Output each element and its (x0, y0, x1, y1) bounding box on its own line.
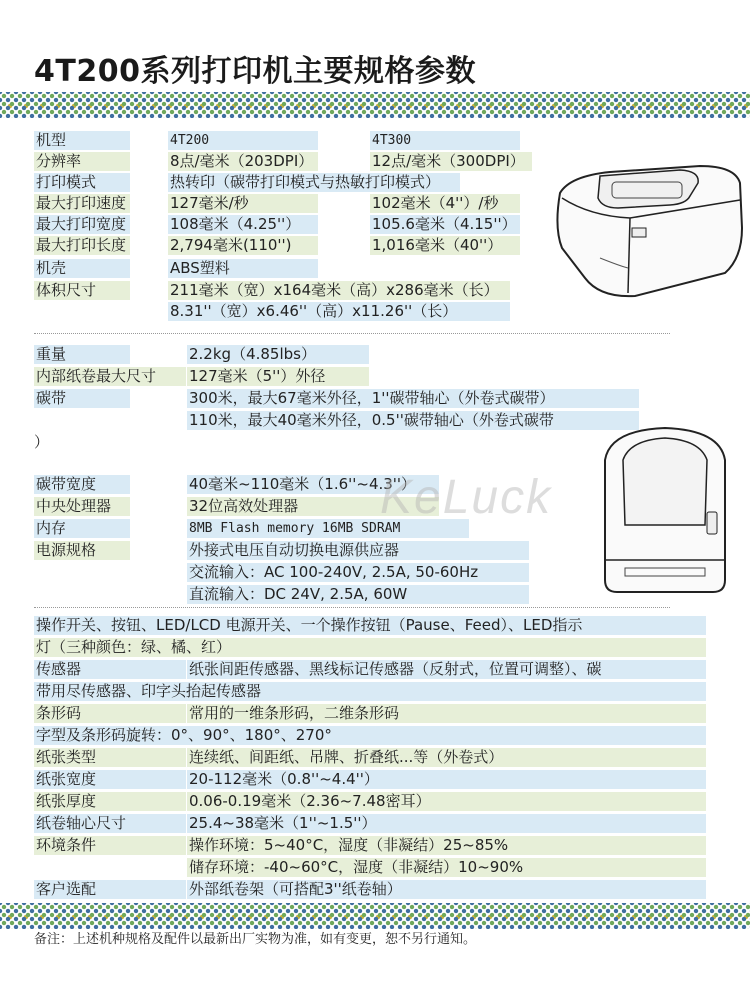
spec-value: ABS塑料 (168, 259, 318, 278)
spec-label: 最大打印速度 (34, 194, 130, 213)
spec-label: 打印模式 (34, 173, 130, 192)
spec-value: 105.6毫米（4.15''） (370, 215, 520, 234)
spec-value: 12点/毫米（300DPI） (370, 152, 532, 171)
spec-value: 热转印（碳带打印模式与热敏打印模式） (168, 173, 460, 192)
printer-front-view-image (595, 420, 735, 600)
spec-value: 300米，最大67毫米外径，1''碳带轴心（外卷式碳带） (187, 389, 639, 408)
spec-value: 纸张间距传感器、黑线标记传感器（反射式，位置可调整）、碳 (187, 660, 706, 679)
spec-row-ops-2 (0, 638, 750, 657)
spec-value: 108毫米（4.25''） (168, 215, 318, 234)
spec-label: 机型 (34, 131, 130, 150)
spec-row-weight (0, 345, 750, 364)
spec-value: 2,794毫米(110'') (168, 236, 318, 255)
spec-value: 直流输入：DC 24V, 2.5A, 60W (187, 585, 529, 604)
spec-row-paper-type (0, 748, 750, 767)
spec-label: 内部纸卷最大尺寸 (34, 367, 186, 386)
spec-label: 纸张宽度 (34, 770, 186, 789)
section-divider (34, 607, 670, 608)
spec-label: 重量 (34, 345, 130, 364)
spec-value: 连续纸、间距纸、吊牌、折叠纸...等（外卷式） (187, 748, 706, 767)
spec-value: 32位高效处理器 (187, 497, 439, 516)
spec-value: 操作环境：5~40°C，湿度（非凝结）25~85% (187, 836, 706, 855)
spec-row-sensor-2 (0, 682, 750, 701)
printer-side-view-image (540, 138, 745, 308)
spec-value: 2.2kg（4.85lbs） (187, 345, 369, 364)
spec-value: 带用尽传感器、印字头抬起传感器 (34, 682, 706, 701)
spec-value: 交流输入：AC 100-240V, 2.5A, 50-60Hz (187, 563, 529, 582)
spec-value: 127毫米/秒 (168, 194, 318, 213)
spec-row-ops (0, 616, 750, 635)
page-title: 4T200系列打印机主要规格参数 (34, 54, 476, 89)
spec-label: 条形码 (34, 704, 186, 723)
spec-row-sensor (0, 660, 750, 679)
spec-value: 常用的一维条形码，二维条形码 (187, 704, 706, 723)
spec-value: 0.06-0.19毫米（2.36~7.48密耳） (187, 792, 706, 811)
spec-value: 4T300 (370, 131, 520, 150)
spec-row-rotation (0, 726, 750, 745)
spec-label: 最大打印长度 (34, 236, 130, 255)
spec-value: 40毫米~110毫米（1.6''~4.3''） (187, 475, 439, 494)
spec-value: 20-112毫米（0.8''~4.4''） (187, 770, 706, 789)
spec-value: 储存环境：-40~60°C，湿度（非凝结）10~90% (187, 858, 706, 877)
spec-value: 外部纸卷架（可搭配3''纸卷轴） (187, 880, 706, 899)
footnote: 备注：上述机种规格及配件以最新出厂实物为准，如有变更，恕不另行通知。 (34, 932, 477, 947)
spec-label: 环境条件 (34, 836, 186, 855)
spec-value: 8.31''（宽）x6.46''（高）x11.26''（长） (168, 302, 510, 321)
spec-label: 客户选配 (34, 880, 186, 899)
spec-label: 分辨率 (34, 152, 130, 171)
spec-label: 纸卷轴心尺寸 (34, 814, 186, 833)
spec-value: 8点/毫米（203DPI） (168, 152, 318, 171)
spec-label: 体积尺寸 (34, 281, 130, 300)
spec-label: 内存 (34, 519, 130, 538)
spec-value: 127毫米（5''）外径 (187, 367, 369, 386)
section-divider (34, 333, 670, 334)
spec-label: 传感器 (34, 660, 186, 679)
dotted-divider-top (0, 92, 750, 118)
spec-label: 最大打印宽度 (34, 215, 130, 234)
spec-value: 25.4~38毫米（1''~1.5''） (187, 814, 706, 833)
spec-row-roll (0, 367, 750, 386)
spec-value: 211毫米（宽）x164毫米（高）x286毫米（长） (168, 281, 510, 300)
spec-row-options (0, 880, 750, 899)
spec-value: 8MB Flash memory 16MB SDRAM (187, 519, 469, 538)
spec-value: ） (34, 433, 50, 451)
spec-value: 外接式电压自动切换电源供应器 (187, 541, 529, 560)
spec-value: 4T200 (168, 131, 318, 150)
spec-label: 电源规格 (34, 541, 130, 560)
spec-row-ribbon (0, 389, 750, 408)
spec-value: 操作开关、按钮、LED/LCD 电源开关、一个操作按钮（Pause、Feed）、LED指示 (34, 616, 706, 635)
spec-label: 机壳 (34, 259, 130, 278)
spec-row-paper-thickness (0, 792, 750, 811)
spec-label: 纸张类型 (34, 748, 186, 767)
spec-value: 102毫米（4''）/秒 (370, 194, 520, 213)
spec-label: 碳带 (34, 389, 130, 408)
spec-value: 110米，最大40毫米外径，0.5''碳带轴心（外卷式碳带 (187, 411, 639, 430)
spec-value: 1,016毫米（40''） (370, 236, 520, 255)
dotted-divider-bottom (0, 903, 750, 929)
spec-row-environment-2 (0, 858, 750, 877)
spec-label: 碳带宽度 (34, 475, 130, 494)
spec-row-environment (0, 836, 750, 855)
spec-value: 字型及条形码旋转：0°、90°、180°、270° (34, 726, 706, 745)
watermark: KeLuck (380, 471, 553, 524)
spec-value: 灯（三种颜色：绿、橘、红） (34, 638, 706, 657)
spec-row-barcode (0, 704, 750, 723)
spec-row-paper-width (0, 770, 750, 789)
spec-label: 中央处理器 (34, 497, 130, 516)
spec-label: 纸张厚度 (34, 792, 186, 811)
spec-row-core (0, 814, 750, 833)
